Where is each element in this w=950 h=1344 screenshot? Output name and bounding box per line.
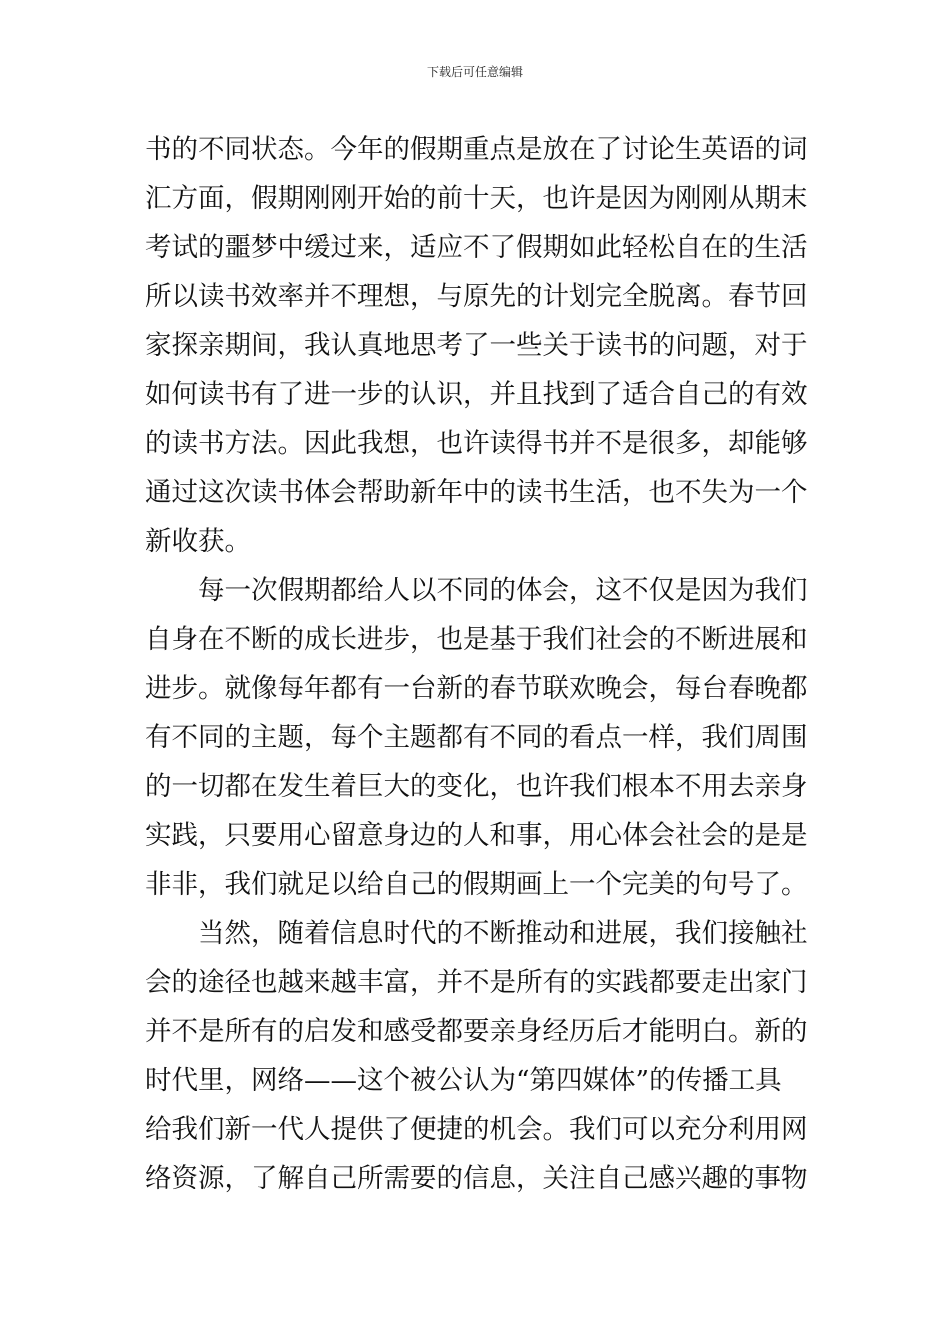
text-line: 考试的噩梦中缓过来，适应不了假期如此轻松自在的生活 (145, 232, 808, 263)
text-line: 所以读书效率并不理想，与原先的计划完全脱离。春节回 (145, 281, 808, 312)
text-line: 家探亲期间，我认真地思考了一些关于读书的问题，对于 (145, 330, 808, 361)
text-line: 给我们新一代人提供了便捷的机会。我们可以充分利用网 (145, 1114, 808, 1145)
text-line: 新收获。 (145, 526, 251, 557)
paragraph-1 (145, 125, 808, 566)
text-line: 如何读书有了进一步的认识，并且找到了适合自己的有效 (145, 379, 808, 410)
paragraph-3 (145, 909, 808, 1203)
page-header: 下载后可任意编辑 (426, 65, 523, 79)
text-line: 汇方面，假期刚刚开始的前十天，也许是因为刚刚从期末 (145, 183, 808, 214)
text-line: 非非，我们就足以给自己的假期画上一个完美的句号了。 (145, 869, 808, 900)
text-line: 书的不同状态。今年的假期重点是放在了讨论生英语的词 (145, 134, 808, 165)
text-line: 的一切都在发生着巨大的变化，也许我们根本不用去亲身 (145, 771, 808, 802)
text-line: 的读书方法。因此我想，也许读得书并不是很多，却能够 (145, 428, 808, 459)
text-line: 实践，只要用心留意身边的人和事，用心体会社会的是是 (145, 820, 808, 851)
text-line: 每一次假期都给人以不同的体会，这不仅是因为我们 (198, 575, 808, 606)
paragraph-2 (145, 566, 808, 909)
text-line: 络资源，了解自己所需要的信息，关注自己感兴趣的事物 (145, 1163, 808, 1194)
text-line: 会的途径也越来越丰富，并不是所有的实践都要走出家门 (145, 967, 808, 998)
text-line: 时代里，网络——这个被公认为“第四媒体”的传播工具 (145, 1065, 782, 1096)
document-body (145, 125, 808, 1203)
text-line: 有不同的主题，每个主题都有不同的看点一样，我们周围 (145, 722, 808, 753)
text-line: 进步。就像每年都有一台新的春节联欢晚会，每台春晚都 (145, 673, 808, 704)
text-line: 并不是所有的启发和感受都要亲身经历后才能明白。新的 (145, 1016, 808, 1047)
text-line: 自身在不断的成长进步，也是基于我们社会的不断进展和 (145, 624, 808, 655)
text-line: 当然，随着信息时代的不断推动和进展，我们接触社 (198, 918, 808, 949)
text-line: 通过这次读书体会帮助新年中的读书生活，也不失为一个 (145, 477, 808, 508)
